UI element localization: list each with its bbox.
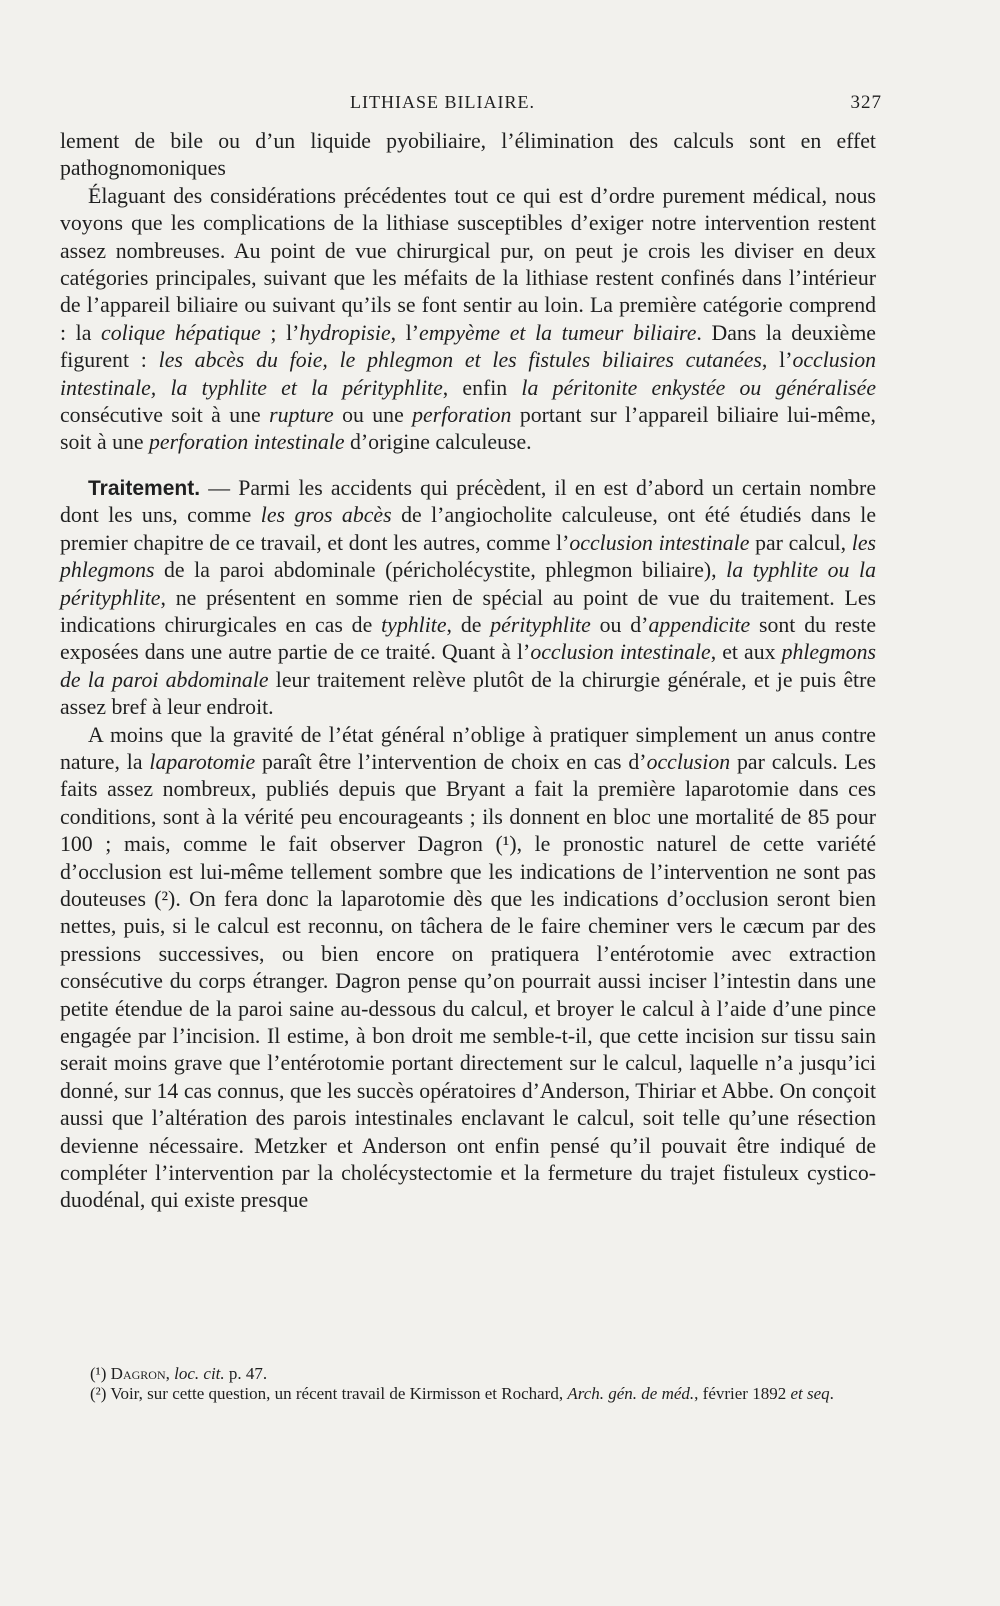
text-run: — Parmi les accidents qui précèdent, il en est d’abord un certain nombre dont les uns, comme xyxy=(60,475,876,528)
footnote-author: Dagron xyxy=(110,1364,166,1383)
footnote xyxy=(90,1364,890,1384)
text-run: , l’ xyxy=(761,348,793,373)
italic-term: rupture xyxy=(269,403,334,428)
italic-term: la péritonite enkystée ou généralisée xyxy=(521,375,876,400)
page-number: 327 xyxy=(850,92,882,113)
italic-term: la typhlite ou la pérityphlite xyxy=(60,558,876,610)
italic-term: empyème et la tumeur biliaire xyxy=(419,320,697,345)
italic-term: phlegmons de la paroi abdominale xyxy=(60,640,877,692)
footnote-marker: (²) xyxy=(90,1383,111,1403)
text-run: sont du reste exposées dans une autre partie de ce traité. Quant à l’ xyxy=(60,612,876,665)
body-text xyxy=(60,128,876,1215)
italic-term: les phlegmons xyxy=(60,530,876,583)
text-run: ou une xyxy=(333,403,413,428)
text-run: , xyxy=(165,1364,175,1383)
section-title: Traitement. xyxy=(88,476,201,500)
italic-term: les abcès du foie, le phlegmon et les fistules biliaires cutanées xyxy=(158,348,762,373)
paragraph xyxy=(60,183,876,457)
paragraph xyxy=(60,128,876,183)
text-run: ou d’ xyxy=(590,612,649,637)
text-run: , enfin xyxy=(442,375,522,400)
text-run: portant sur l’appareil biliaire lui-même, soit à une xyxy=(60,403,876,455)
italic-term: et seq xyxy=(790,1383,830,1403)
text-run: , l’ xyxy=(390,320,420,345)
italic-term: loc. cit. xyxy=(174,1364,225,1383)
text-run: Voir, sur cette question, un récent travail de Kirmisson et Rochard, xyxy=(110,1383,568,1403)
italic-term: occlusion intestinale xyxy=(530,640,711,665)
text-run: p. 47. xyxy=(224,1364,268,1383)
italic-term: perforation intestinale xyxy=(149,430,345,455)
text-run: d’origine calculeuse. xyxy=(344,430,532,455)
footnotes xyxy=(90,1364,890,1403)
text-run: par calcul, xyxy=(749,530,852,555)
italic-term: laparotomie xyxy=(149,749,256,774)
text-run: lement de bile ou d’un liquide pyobiliaire, l’élimination des calculs sont en effet pathognomoniques xyxy=(60,129,876,181)
text-run: Élaguant des considérations précédentes tout ce qui est d’ordre purement médical, nous voyons que les complications de la lithiase susceptibles d’exiger notre intervention restent assez nombreuses. Au point de vue chirurgical pur, on peut je crois les diviser en deux catégories principales, suivant que les méfaits de la lithiase restent confinés dans l’intérieur de l’appareil biliaire ou suivant qu’ils se font sentir au loin. La première catégorie comprend : la xyxy=(60,183,876,345)
text-run: , et aux xyxy=(710,640,782,665)
text-run: paraît être l’intervention de choix en cas d’ xyxy=(255,749,647,774)
italic-term: perforation xyxy=(412,403,512,428)
text-run: par calculs. Les faits assez nombreux, publiés depuis que Bryant a fait la première laparotomie dans ces conditions, sont à la vérité peu encourageants ; ils donnent en bloc une mortalité de 85 pour 100 ; mais, comme le fait observer Dagron (¹), le pronostic naturel de cette variété d’occlusion est lui-même tellement sombre que les indications de l’intervention ne sont pas douteuses (²). On fera donc la laparotomie dès que les indications d’occlusion seront bien nettes, puis, si le calcul est reconnu, on tâchera de le faire cheminer vers le cæcum par des pressions successives, ou bien encore on pratiquera l’entérotomie avec extraction consécutive du corps étranger. Dagron pense qu’on pourrait aussi inciser l’intestin dans une petite étendue de la paroi saine au-dessous du calcul, et broyer le calcul à l’aide d’une pince engagée par l’incision. Il estime, à bon droit me semble-t-il, que cette incision sur tissu sain serait moins grave que l’entérotomie portant directement sur le calcul, laquelle n’a jusqu’ici donné, sur 14 cas connus, que les succès opératoires d’Anderson, Thiriar et Abbe. On conçoit aussi que l’altération des parois intestinales enclavant le calcul, soit telle qu’une résection devienne nécessaire. Metzker et Anderson ont enfin pensé qu’il pouvait être indiqué de compléter l’intervention par la cholécystectomie et la fermeture du trajet fistuleux cystico-duodénal, qui existe presque xyxy=(60,749,876,1213)
italic-term: appendicite xyxy=(648,612,751,637)
italic-term: occlusion intestinale xyxy=(569,530,750,555)
footnote-marker: (¹) xyxy=(90,1364,111,1383)
text-run: consécutive soit à une xyxy=(60,403,270,428)
text-run: , de xyxy=(446,612,491,637)
text-run: ; l’ xyxy=(260,320,300,345)
text-run: , février 1892 xyxy=(694,1383,791,1403)
footnote xyxy=(90,1384,890,1404)
italic-term: pérityphlite xyxy=(490,612,591,637)
text-run: de l’angiocholite calculeuse, ont été étudiés dans le premier chapitre de ce travail, et dont les autres, comme l’ xyxy=(60,503,876,555)
paragraph xyxy=(60,475,876,722)
italic-term: hydropisie xyxy=(299,320,391,345)
italic-term: typhlite xyxy=(381,612,447,637)
italic-term: Arch. gén. de méd. xyxy=(567,1383,695,1403)
text-run: de la paroi abdominale (péricholécystite, phlegmon biliaire), xyxy=(154,558,727,583)
paragraph xyxy=(60,722,876,1215)
text-run: , ne présentent en somme rien de spécial au point de vue du traitement. Les indications chirurgicales en cas de xyxy=(60,585,876,637)
italic-term: occlusion xyxy=(646,749,731,774)
italic-term: occlusion intestinale, la typhlite et la pérityphlite xyxy=(60,348,876,400)
text-run: leur traitement relève plutôt de la chirurgie générale, et je puis être assez bref à leur endroit. xyxy=(60,667,877,720)
running-title: LITHIASE BILIAIRE. xyxy=(350,92,535,112)
italic-term: les gros abcès xyxy=(260,503,392,528)
text-run: . xyxy=(829,1383,834,1403)
text-run: . Dans la deuxième figurent : xyxy=(60,320,876,373)
running-header xyxy=(60,92,882,122)
text-run: A moins que la gravité de l’état général n’oblige à pratiquer simplement un anus contre nature, la xyxy=(60,722,876,774)
italic-term: colique hépatique xyxy=(101,320,261,345)
